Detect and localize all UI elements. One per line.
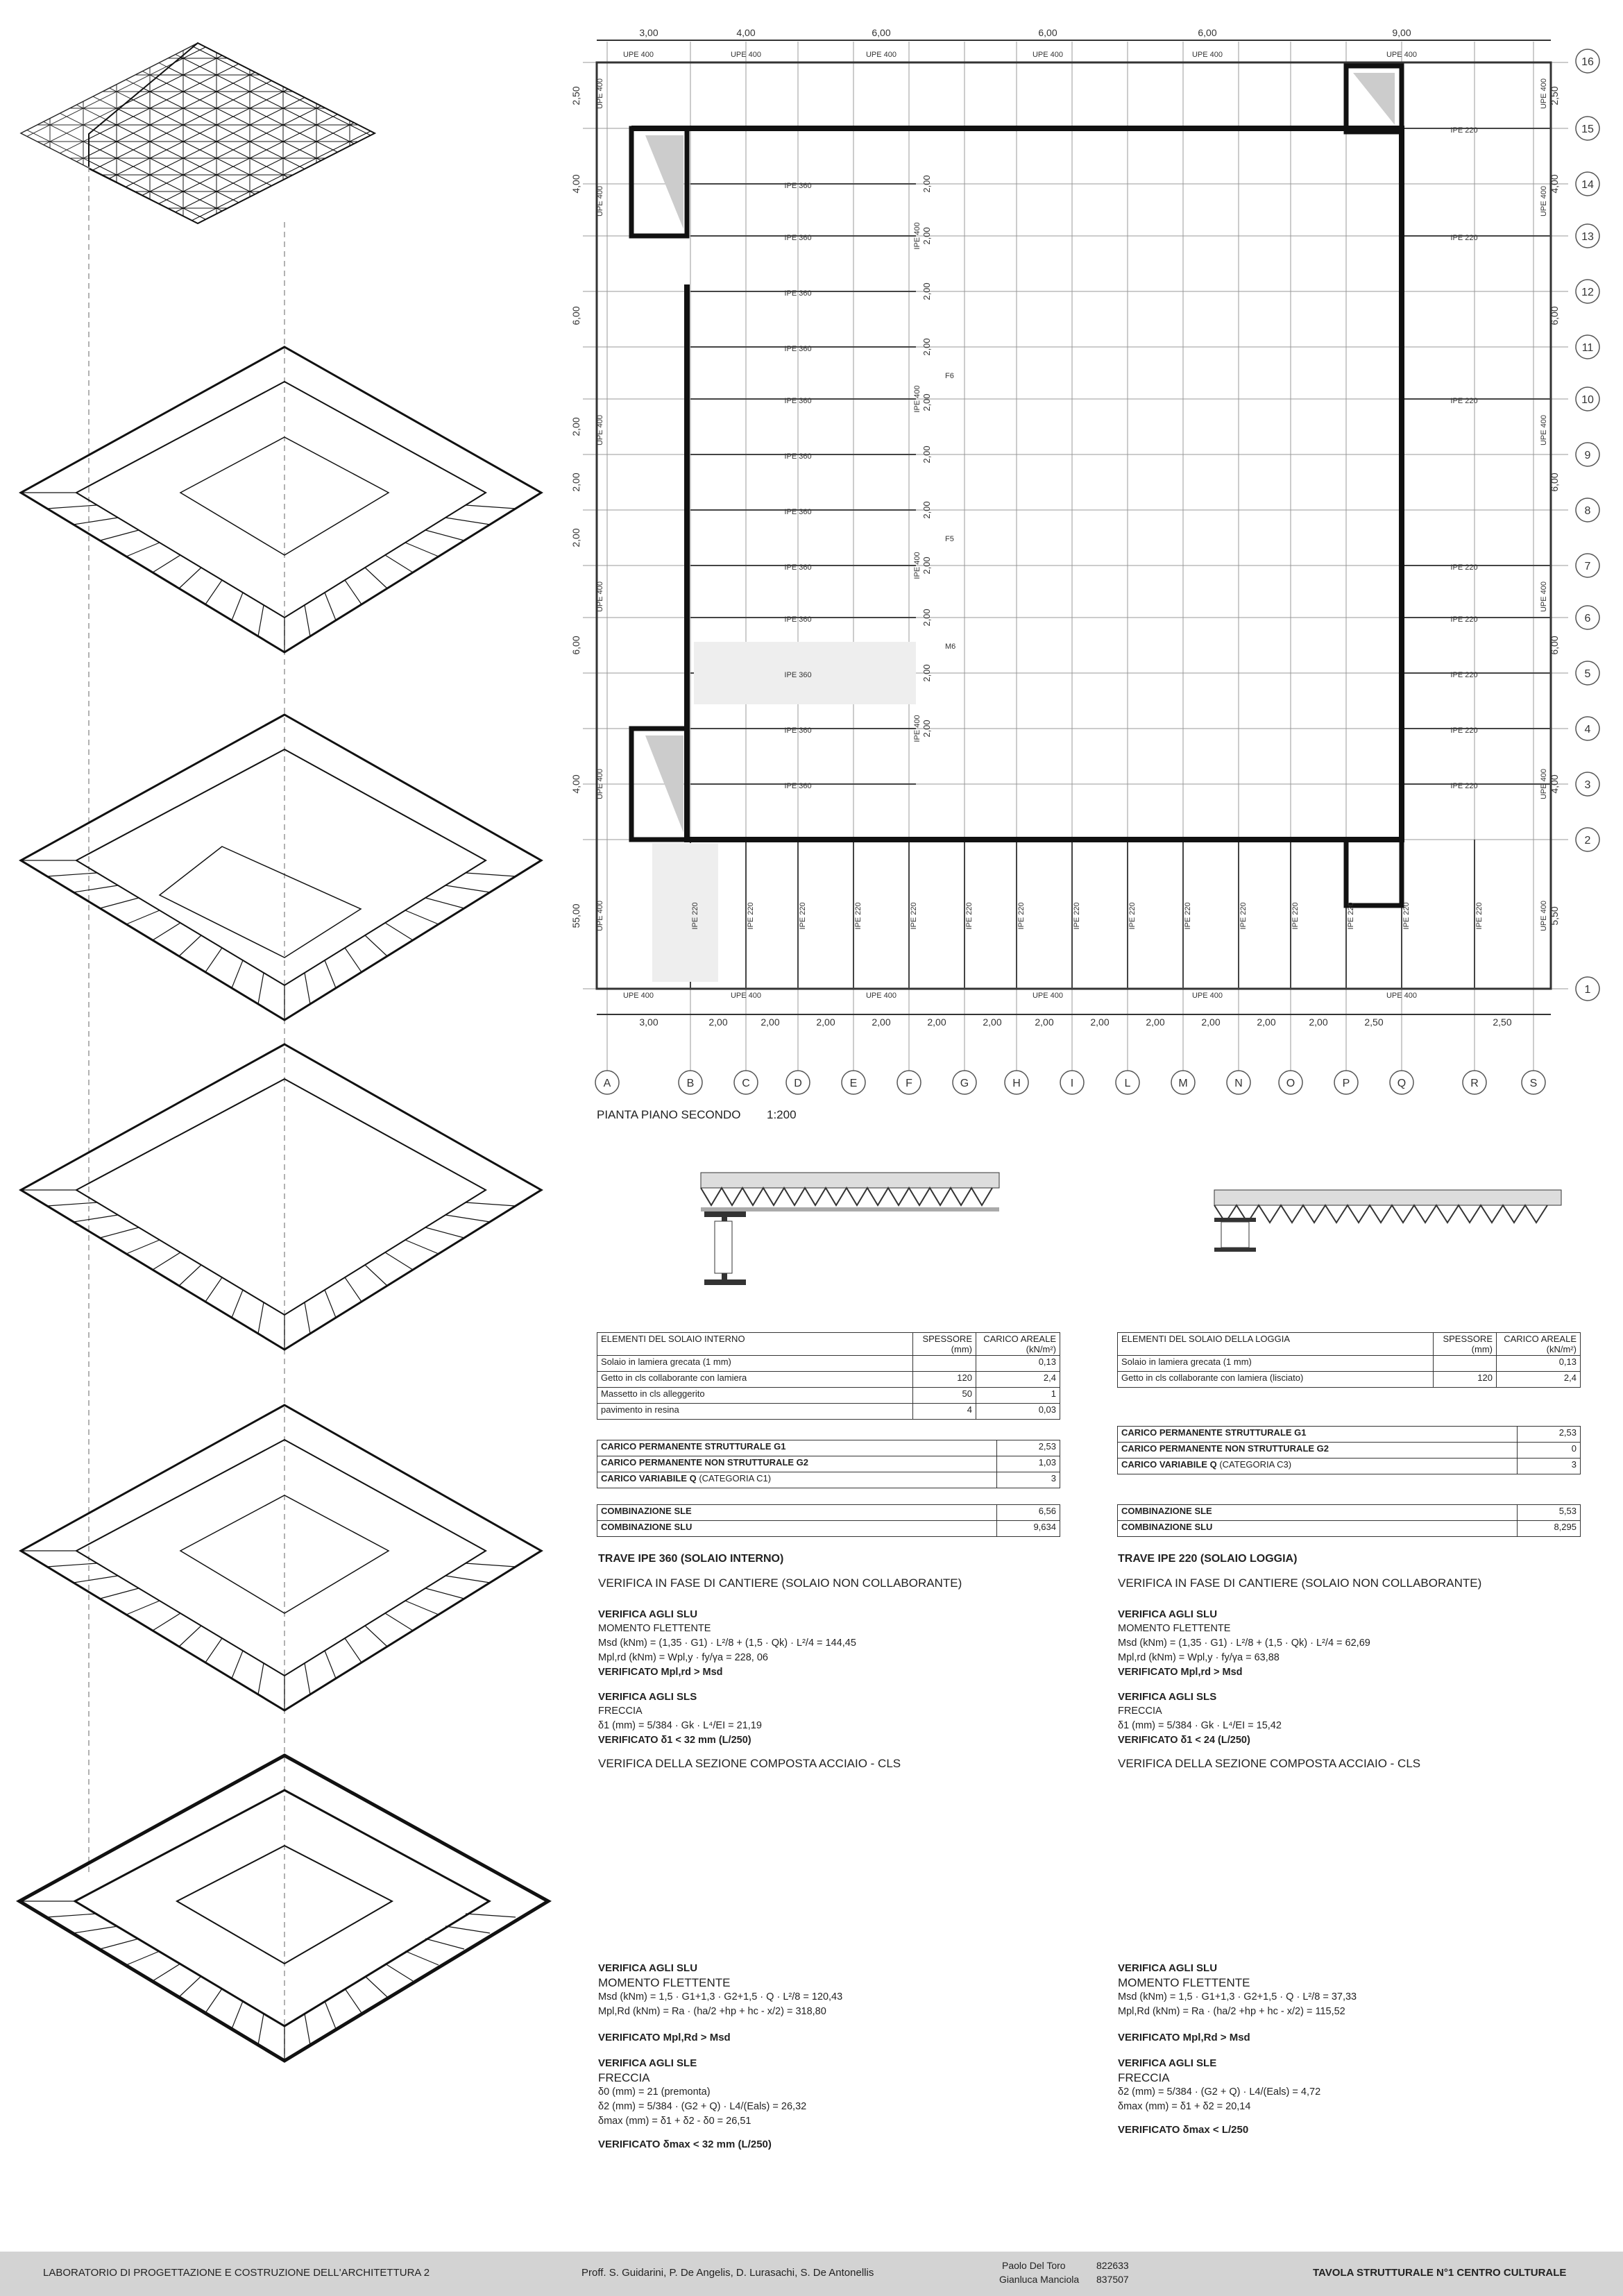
col-label: O — [1286, 1078, 1295, 1089]
beam-label: IPE 220 — [1450, 726, 1478, 735]
footer-id-1: 822633 — [1096, 2260, 1129, 2271]
iso-beam — [425, 1939, 464, 1949]
beam-label-upe: UPE 400 — [596, 581, 604, 613]
col-label: L — [1124, 1078, 1131, 1089]
iso-beam — [179, 1265, 201, 1286]
beam-label-ipe400: IPE 400 — [913, 715, 921, 742]
dim-right: 6,00 — [1549, 306, 1560, 325]
dim-top: 6,00 — [1038, 27, 1057, 38]
beam-label: IPE 220 — [1073, 902, 1081, 930]
beam-label-ipe400: IPE 400 — [913, 385, 921, 413]
iso-floor-5 — [19, 1755, 548, 2061]
dim-bottom: 2,00 — [1309, 1017, 1328, 1028]
col-label: B — [686, 1078, 695, 1089]
col-label: I — [1070, 1078, 1074, 1089]
dim-mid: 2,00 — [921, 501, 932, 519]
iso-beam — [232, 1651, 243, 1678]
table-header-elements: ELEMENTI DEL SOLAIO DELLA LOGGIA — [1118, 1333, 1434, 1356]
beam-label: IPE 360 — [784, 615, 812, 624]
iso-beam — [345, 1277, 362, 1302]
iso-beam — [425, 1588, 464, 1599]
dim-bottom: 2,00 — [1146, 1017, 1165, 1028]
beam-label: IPE 360 — [784, 397, 812, 405]
table-header-spessore: SPESSORE (mm) — [913, 1333, 976, 1356]
dim-left: 2,00 — [570, 473, 581, 492]
iso-beam — [126, 1240, 160, 1254]
dim-mid: 2,00 — [921, 664, 932, 682]
row-label: 16 — [1581, 56, 1594, 68]
iso-beam — [232, 1290, 243, 1318]
table-row: pavimento in resina — [597, 1404, 913, 1420]
row-label: 10 — [1581, 394, 1594, 406]
iso-beam — [385, 1613, 413, 1631]
iso-beam — [153, 1964, 180, 1981]
iso-beam — [232, 2001, 243, 2029]
dim-bottom: 2,50 — [1364, 1017, 1384, 1028]
iso-beam — [74, 1215, 118, 1222]
table-row: Solaio in lamiera grecata (1 mm) — [1118, 1356, 1434, 1372]
dim-mid: 2,00 — [921, 609, 932, 627]
row-label: 4 — [1584, 724, 1591, 735]
beam-label-upe: UPE 400 — [1191, 992, 1223, 1000]
dim-bottom: 2,00 — [1035, 1017, 1054, 1028]
slab-section-interno — [701, 1173, 999, 1285]
table-loggia-loads: CARICO PERMANENTE STRUTTURALE G1 2,53 CARICO PERMANENTE NON STRUTTURALE G2 0 CARICO VARIABILE Q (CATEGORIA C3) 3 — [1117, 1426, 1581, 1474]
table-interno-combos: COMBINAZIONE SLE 6,56 COMBINAZIONE SLU 9,634 — [597, 1504, 1060, 1537]
beam-label: IPE 360 — [784, 452, 812, 461]
iso-beam — [47, 1914, 97, 1917]
iso-beam — [385, 1964, 413, 1981]
col-label: E — [849, 1078, 858, 1089]
row-label: 2 — [1584, 835, 1591, 847]
row-label: 11 — [1581, 342, 1594, 354]
dim-top: 9,00 — [1392, 27, 1411, 38]
dim-left: 4,00 — [570, 174, 581, 194]
beam-label-upe: UPE 400 — [865, 51, 897, 59]
structural-plan — [0, 0, 1623, 1124]
iso-beam — [445, 1576, 490, 1583]
iso-beam — [365, 1976, 387, 1997]
beam-label: IPE 360 — [784, 345, 812, 353]
iso-beam — [74, 1926, 118, 1933]
beam-label-upe: UPE 400 — [622, 992, 654, 1000]
footer-bar — [0, 2252, 1623, 2296]
beam-label-upe: UPE 400 — [596, 768, 604, 800]
beam-label: IPE 360 — [784, 508, 812, 516]
beam-label: IPE 220 — [1450, 234, 1478, 242]
beam-label: IPE 220 — [1450, 397, 1478, 405]
iso-beam — [325, 1651, 336, 1678]
dim-top: 6,00 — [872, 27, 891, 38]
column-tag: M6 — [945, 643, 956, 651]
beam-label: IPE 220 — [1402, 902, 1411, 930]
column-tag: F6 — [945, 372, 954, 380]
beam-label: IPE 220 — [1450, 782, 1478, 790]
dim-bottom: 3,00 — [639, 1017, 658, 1028]
dim-bottom: 2,00 — [1201, 1017, 1221, 1028]
table-interno-loads: CARICO PERMANENTE STRUTTURALE G1 2,53 CARICO PERMANENTE NON STRUTTURALE G2 1,03 CARICO VARIABILE Q (CATEGORIA C1) 3 — [597, 1440, 1060, 1488]
dim-left: 4,00 — [570, 774, 581, 794]
iso-beam — [425, 1227, 464, 1238]
dim-right: 5,50 — [1549, 906, 1560, 926]
dim-right: 2,50 — [1549, 86, 1560, 105]
table-header-elements: ELEMENTI DEL SOLAIO INTERNO — [597, 1333, 913, 1356]
iso-beam — [47, 1202, 97, 1206]
beam-label-ipe400: IPE 400 — [913, 552, 921, 579]
beam-label: IPE 220 — [1239, 902, 1248, 930]
dim-mid: 2,00 — [921, 720, 932, 738]
iso-beam — [205, 1638, 222, 1663]
dim-top: 3,00 — [639, 27, 658, 38]
dim-mid: 2,00 — [921, 393, 932, 411]
col-label: F — [906, 1078, 912, 1089]
footer-student-1: Paolo Del Toro — [1002, 2260, 1066, 2271]
dim-bottom: 2,00 — [760, 1017, 780, 1028]
iso-beam — [179, 1976, 201, 1997]
iso-beam — [100, 1939, 139, 1949]
table-row: Solaio in lamiera grecata (1 mm) — [597, 1356, 913, 1372]
beam-label-upe: UPE 400 — [1540, 78, 1548, 110]
beam-label: IPE 220 — [799, 902, 807, 930]
dim-left: 2,00 — [570, 528, 581, 547]
beam-label: IPE 220 — [1450, 615, 1478, 624]
iso-beam — [345, 1989, 362, 2013]
beam-label-ipe400: IPE 400 — [913, 222, 921, 250]
beam-label: IPE 220 — [691, 902, 699, 930]
iso-beam — [74, 1576, 118, 1583]
beam-label-upe: UPE 400 — [596, 414, 604, 446]
iso-beam — [385, 1252, 413, 1270]
beam-label-upe: UPE 400 — [1540, 185, 1548, 217]
dim-top: 4,00 — [736, 27, 756, 38]
calc-ipe360: TRAVE IPE 360 (SOLAIO INTERNO) VERIFICA IN FASE DI CANTIERE (SOLAIO NON COLLABORANTE) VERIFICA AGLI SLU MOMENTO FLETTENTE Msd (kNm) = (1,35 · G1) · L²/8 + (1,5 · Qk) · L²/4 = 144,45 Mpl,rd (kNm) = Wpl,y · fy/γa = 228, 06 VERIFICATO Mpl,rd > Msd VERIFICA AGLI SLS FRECCIA δ1 (mm) = 5/384 · Gk · L⁴/EI = 21,19 VERIFICATO δ1 < 32 mm (L/250) VERIFICA DELLA SEZIONE COMPOSTA ACCIAIO - CLS — [598, 1553, 962, 1770]
iso-beam — [305, 1302, 310, 1334]
iso-beam — [205, 1989, 222, 2013]
dim-mid: 2,00 — [921, 227, 932, 245]
beam-label: IPE 360 — [784, 182, 812, 190]
footer-course: LABORATORIO DI PROGETTAZIONE E COSTRUZIONE DELL'ARCHITETTURA 2 — [43, 2267, 430, 2279]
beam-label: IPE 220 — [1291, 902, 1300, 930]
row-label: 13 — [1581, 231, 1594, 243]
col-label: P — [1342, 1078, 1350, 1089]
iso-beam — [100, 1227, 139, 1238]
iso-beam — [466, 1914, 516, 1917]
beam-label-upe: UPE 400 — [596, 78, 604, 110]
dim-top: 6,00 — [1198, 27, 1217, 38]
col-label: N — [1234, 1078, 1243, 1089]
col-label: H — [1012, 1078, 1021, 1089]
beam-label: IPE 220 — [854, 902, 863, 930]
beam-label: IPE 360 — [784, 563, 812, 572]
beam-label: IPE 220 — [1017, 902, 1026, 930]
beam-label: IPE 360 — [784, 289, 812, 298]
beam-label-upe: UPE 400 — [1191, 51, 1223, 59]
plan-scale: 1:200 — [767, 1108, 797, 1121]
iso-beam — [405, 1601, 439, 1615]
beam-label: IPE 220 — [747, 902, 755, 930]
table-loggia-combos: COMBINAZIONE SLE 5,53 COMBINAZIONE SLU 8,295 — [1117, 1504, 1581, 1537]
col-label: D — [794, 1078, 802, 1089]
iso-beam — [126, 1601, 160, 1615]
beam-label: IPE 220 — [1128, 902, 1137, 930]
dim-bottom: 2,00 — [816, 1017, 835, 1028]
beam-label-upe: UPE 400 — [865, 992, 897, 1000]
col-label: C — [742, 1078, 750, 1089]
iso-beam — [100, 1588, 139, 1599]
table-header-carico: CARICO AREALE (kN/m²) — [976, 1333, 1060, 1356]
iso-beam — [405, 1951, 439, 1965]
iso-beam — [466, 1563, 516, 1567]
beam-label: IPE 220 — [1450, 671, 1478, 679]
beam-label: IPE 360 — [784, 726, 812, 735]
calc-ipe360-composite: VERIFICA AGLI SLU MOMENTO FLETTENTE Msd (kNm) = 1,5 · G1+1,3 · G2+1,5 · Q · L²/8 = 120,43 Mpl,Rd (kNm) = Ra · (ha/2 +hp + hc - x/2) = 318,80 VERIFICATO Mpl,Rd > Msd VERIFICA AGLI SLE FRECCIA δ0 (mm) = 21 (premonta) δ2 (mm) = 5/384 · (G2 + Q) · L4/(Eals) = 26,32 δmax (mm) = δ1 + δ2 - δ0 = 26,51 VERIFICATO δmax < 32 mm (L/250) — [598, 1962, 843, 2150]
beam-label: IPE 220 — [1184, 902, 1192, 930]
table-solaio-loggia: ELEMENTI DEL SOLAIO DELLA LOGGIA SPESSORE (mm) CARICO AREALE (kN/m²) Solaio in lamiera grecata (1 mm) 0,13 Getto in cls collaborante con lamiera (lisciato) 120 2,4 — [1117, 1332, 1581, 1388]
beam-label: IPE 360 — [784, 671, 812, 679]
iso-beam — [153, 1252, 180, 1270]
beam-label-upe: UPE 400 — [730, 51, 762, 59]
dim-bottom: 2,00 — [927, 1017, 946, 1028]
iso-beam — [205, 1277, 222, 1302]
iso-beam — [179, 1626, 201, 1647]
dim-bottom: 2,00 — [1090, 1017, 1110, 1028]
iso-beam — [365, 1265, 387, 1286]
beam-label-upe: UPE 400 — [622, 51, 654, 59]
iso-beam — [305, 2014, 310, 2045]
col-label: S — [1529, 1078, 1538, 1089]
iso-floor-4 — [21, 1405, 541, 1710]
dim-right: 6,00 — [1549, 473, 1560, 492]
beam-label-upe: UPE 400 — [1032, 992, 1064, 1000]
beam-label: IPE 220 — [1475, 902, 1484, 930]
beam-label-upe: UPE 400 — [1540, 414, 1548, 446]
beam-label-upe: UPE 400 — [1386, 992, 1418, 1000]
beam-label: IPE 220 — [1450, 126, 1478, 135]
beam-label-upe: UPE 400 — [1540, 581, 1548, 613]
footer-id-2: 837507 — [1096, 2274, 1129, 2285]
dim-mid: 2,00 — [921, 556, 932, 575]
iso-beam — [305, 1663, 310, 1694]
iso-beam — [153, 1613, 180, 1631]
iso-beam — [445, 1215, 490, 1222]
beam-label: IPE 220 — [1450, 563, 1478, 572]
col-label: R — [1470, 1078, 1479, 1089]
dim-bottom: 2,00 — [983, 1017, 1002, 1028]
row-label: 12 — [1581, 287, 1594, 298]
row-label: 3 — [1584, 779, 1591, 791]
slab-section-loggia — [1214, 1190, 1561, 1252]
plan-outline — [597, 62, 1551, 989]
dim-bottom: 2,50 — [1493, 1017, 1512, 1028]
beam-label-upe: UPE 400 — [1032, 51, 1064, 59]
beam-label: IPE 220 — [965, 902, 974, 930]
beam-label-upe: UPE 400 — [1386, 51, 1418, 59]
row-label: 7 — [1584, 561, 1591, 572]
iso-beam — [445, 1926, 490, 1933]
row-label: 8 — [1584, 505, 1591, 517]
dim-right: 4,00 — [1549, 174, 1560, 194]
iso-beam — [325, 2001, 336, 2029]
dim-bottom: 2,00 — [708, 1017, 728, 1028]
beam-label: IPE 360 — [784, 234, 812, 242]
row-label: 9 — [1584, 450, 1591, 461]
dim-left: 6,00 — [570, 636, 581, 655]
iso-beam — [258, 2014, 264, 2045]
beam-label: IPE 220 — [910, 902, 918, 930]
table-row: Getto in cls collaborante con lamiera (lisciato) — [1118, 1372, 1434, 1388]
dim-right: 6,00 — [1549, 636, 1560, 655]
calc-ipe220-composite: VERIFICA AGLI SLU MOMENTO FLETTENTE Msd (kNm) = 1,5 · G1+1,3 · G2+1,5 · Q · L²/8 = 37,33 Mpl,Rd (kNm) = Ra · (ha/2 +hp + hc - x/2) = 115,52 VERIFICATO Mpl,Rd > Msd VERIFICA AGLI SLE FRECCIA δ2 (mm) = 5/384 · (G2 + Q) · L4/(Eals) = 4,72 δmax (mm) = δ1 + δ2 = 20,14 VERIFICATO δmax < L/250 — [1118, 1962, 1357, 2136]
table-row: Getto in cls collaborante con lamiera — [597, 1372, 913, 1388]
dim-right: 4,00 — [1549, 774, 1560, 794]
dim-left: 6,00 — [570, 306, 581, 325]
col-label: Q — [1397, 1078, 1407, 1089]
row-label: 14 — [1581, 179, 1594, 191]
footer-student-2: Gianluca Manciola — [999, 2274, 1080, 2285]
iso-beam — [345, 1638, 362, 1663]
beam-label: IPE 220 — [1347, 902, 1355, 930]
table-solaio-interno: ELEMENTI DEL SOLAIO INTERNO SPESSORE (mm) CARICO AREALE (kN/m²) Solaio in lamiera grecata (1 mm) 0,13 Getto in cls collaborante con lamiera 120 2,4 Massetto in cls alleggerito 50 1 pavimento in resina 4 0,03 — [597, 1332, 1060, 1420]
dim-mid: 2,00 — [921, 175, 932, 193]
calc-ipe220: TRAVE IPE 220 (SOLAIO LOGGIA) VERIFICA IN FASE DI CANTIERE (SOLAIO NON COLLABORANTE) VERIFICA AGLI SLU MOMENTO FLETTENTE Msd (kNm) = (1,35 · G1) · L²/8 + (1,5 · Qk) · L²/4 = 62,69 Mpl,rd (kNm) = Wpl,y · fy/γa = 63,88 VERIFICATO Mpl,rd > Msd VERIFICA AGLI SLS FRECCIA δ1 (mm) = 5/384 · Gk · L⁴/EI = 15,42 VERIFICATO δ1 < 24 (L/250) VERIFICA DELLA SEZIONE COMPOSTA ACCIAIO - CLS — [1118, 1553, 1482, 1770]
dim-bottom: 2,00 — [872, 1017, 891, 1028]
dim-mid: 2,00 — [921, 445, 932, 464]
dim-bottom: 2,00 — [1257, 1017, 1276, 1028]
row-label: 15 — [1581, 124, 1594, 135]
iso-beam — [365, 1626, 387, 1647]
col-label: M — [1178, 1078, 1188, 1089]
column-tag: F5 — [945, 535, 954, 543]
dim-left: 55,00 — [570, 903, 581, 928]
iso-beam — [258, 1302, 264, 1334]
col-label: G — [960, 1078, 969, 1089]
row-label: 6 — [1584, 613, 1591, 624]
footer-professors: Proff. S. Guidarini, P. De Angelis, D. Lurasachi, S. De Antonellis — [581, 2267, 874, 2279]
beam-label: IPE 360 — [784, 782, 812, 790]
footer-sheet-title: TAVOLA STRUTTURALE N°1 CENTRO CULTURALE — [1313, 2267, 1567, 2279]
plan-title: PIANTA PIANO SECONDO — [597, 1108, 741, 1121]
row-label: 5 — [1584, 668, 1591, 680]
beam-label-upe: UPE 400 — [596, 185, 604, 217]
beam-label-upe: UPE 400 — [1540, 900, 1548, 932]
beam-label-upe: UPE 400 — [730, 992, 762, 1000]
iso-beam — [47, 1563, 97, 1567]
dim-mid: 2,00 — [921, 338, 932, 356]
iso-beam — [126, 1951, 160, 1965]
beam-label-upe: UPE 400 — [596, 900, 604, 932]
beam-label-upe: UPE 400 — [1540, 768, 1548, 800]
table-row: Massetto in cls alleggerito — [597, 1388, 913, 1404]
row-label: 1 — [1584, 984, 1591, 996]
iso-beam — [258, 1663, 264, 1694]
dim-mid: 2,00 — [921, 282, 932, 300]
iso-beam — [405, 1240, 439, 1254]
dim-left: 2,00 — [570, 417, 581, 436]
col-label: A — [603, 1078, 611, 1089]
iso-beam — [325, 1290, 336, 1318]
dim-left: 2,50 — [570, 86, 581, 105]
iso-beam — [466, 1202, 516, 1206]
